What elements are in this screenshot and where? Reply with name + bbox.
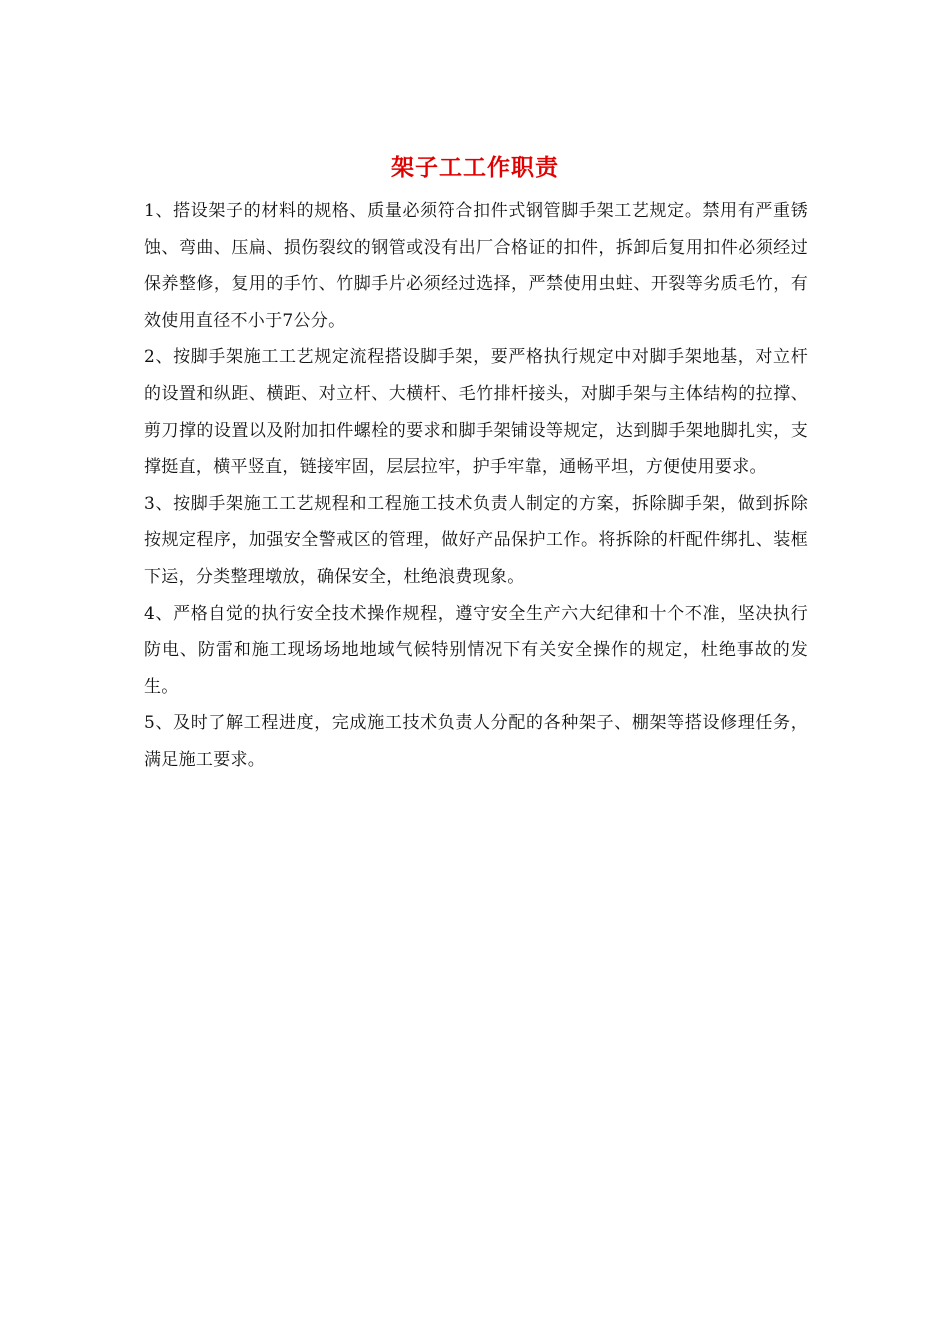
paragraph-1: 1、搭设架子的材料的规格、质量必须符合扣件式钢管脚手架工艺规定。禁用有严重锈蚀、弯曲、压扁、损伤裂纹的钢管或没有出厂合格证的扣件，拆卸后复用扣件必须经过保养整修，复用的手竹、竹脚手片必须经过选择，严禁使用虫蛀、开裂等劣质毛竹，有效使用直径不小于7公分。 bbox=[144, 201, 808, 331]
paragraph-2: 2、按脚手架施工工艺规定流程搭设脚手架，要严格执行规定中对脚手架地基，对立杆的设置和纵距、横距、对立杆、大横杆、毛竹排杆接头，对脚手架与主体结构的拉撑、剪刀撑的设置以及附加扣件螺栓的要求和脚手架铺设等规定，达到脚手架地脚扎实，支撑挺直，横平竖直，链接牢固，层层拉牢，护手牢靠，通畅平坦，方便使用要求。 bbox=[144, 347, 808, 478]
paragraph-5: 5、及时了解工程进度，完成施工技术负责人分配的各种架子、棚架等搭设修理任务，满足施工要求。 bbox=[144, 713, 808, 770]
document-body bbox=[144, 193, 808, 779]
paragraph-3: 3、按脚手架施工工艺规程和工程施工技术负责人制定的方案，拆除脚手架，做到拆除按规定程序，加强安全警戒区的管理，做好产品保护工作。将拆除的杆配件绑扎、装框下运，分类整理墩放，确保安全，杜绝浪费现象。 bbox=[144, 493, 808, 587]
page-title: 架子工工作职责 bbox=[391, 154, 559, 181]
paragraph-4: 4、严格自觉的执行安全技术操作规程，遵守安全生产六大纪律和十个不准，坚决执行防电、防雷和施工现场场地地域气候特别情况下有关安全操作的规定，杜绝事故的发生。 bbox=[144, 603, 808, 697]
